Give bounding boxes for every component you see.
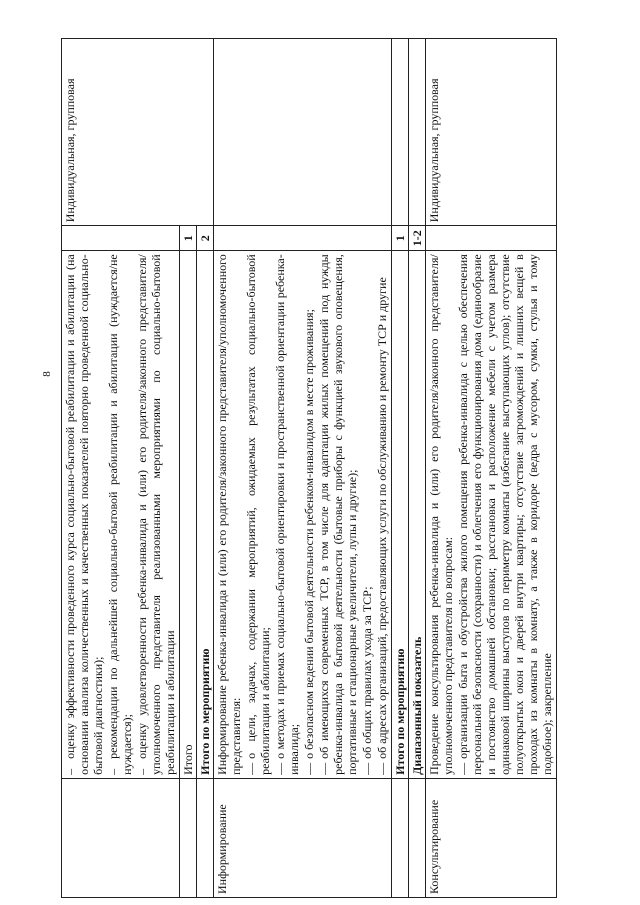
quantity-cell bbox=[62, 226, 180, 251]
intro-text: Информирование ребенка-инвалида и (или) его родителя/законного представителя/уполномоченного представителя: bbox=[215, 254, 243, 775]
page-number: 8 bbox=[40, 371, 53, 377]
activity-name-cell bbox=[62, 778, 180, 897]
activity-name-cell bbox=[197, 778, 214, 897]
list-item: —организации быта и обустройства жилого помещения ребенка-инвалида с целью обеспечения персональной безопасности (сохранности) и облегчения его функционирования дома (единообразие и постоянство домашней обстановки; расстановка и расположение мебели с учетом размера одинаковой ширины выступов по периметру комнаты (избегание выступающих углов); отсутствие полуоткрытых окон и дверей внутри квартиры; отсутствие загромождений и лишних вещей в проходах из комнаты в комнату, а также в коридоре (ведра с мусором, сумки, стулья и тому подобное); закрепление bbox=[456, 254, 554, 775]
activities-table bbox=[61, 38, 557, 898]
form-cell: Индивидуальная, групповая bbox=[426, 39, 557, 226]
total-activity-label: Итого по мероприятию bbox=[197, 251, 214, 779]
activity-name-cell: Информирование bbox=[214, 778, 392, 897]
table-row bbox=[214, 39, 392, 898]
list-item: —о безопасном ведении бытовой деятельности ребенком-инвалидом в месте проживания; bbox=[302, 309, 316, 775]
table-row bbox=[426, 39, 557, 898]
intro-text: Проведение консультирования ребенка-инвалида и (или) его родителя/законного представителя/уполномоченного представителя по вопросам: bbox=[427, 254, 455, 775]
total-activity-value: 2 bbox=[197, 226, 214, 251]
activity-name-cell bbox=[180, 778, 197, 897]
form-cell: Индивидуальная, групповая bbox=[62, 39, 214, 226]
quantity-cell bbox=[426, 226, 557, 251]
form-cell bbox=[409, 39, 426, 226]
activity-name-cell: Консультирование bbox=[426, 778, 557, 897]
table-row bbox=[392, 39, 409, 898]
total-label: Итого bbox=[180, 251, 197, 779]
range-indicator-label: Диапазонный показатель bbox=[409, 251, 426, 779]
list-item: –оценку удовлетворенности ребенка-инвалида и (или) его родителя/законного представителя/уполномоченного представителя реализованными мероприятиями по социально-бытовой реабилитации и абилитации bbox=[135, 254, 177, 775]
form-cell bbox=[214, 39, 392, 226]
total-value: 1 bbox=[180, 226, 197, 251]
content-cell bbox=[214, 251, 392, 779]
activity-name-cell bbox=[409, 778, 426, 897]
rotated-page bbox=[61, 38, 601, 898]
quantity-cell bbox=[214, 226, 392, 251]
activity-name-cell bbox=[392, 778, 409, 897]
list-item: —о цели, задачах, содержании мероприятий, ожидаемых результатах социально-бытовой реабилитации и абилитации; bbox=[244, 254, 272, 775]
list-item: –оценку эффективности проведенного курса социально-бытовой реабилитации и абилитации (на основании анализа количественных и качественных показателей повторно проведенной социально-бытовой диагностики); bbox=[63, 254, 105, 775]
content-cell bbox=[426, 251, 557, 779]
list-item: —об адресах организаций, предоставляющих услуги по обслуживанию и ремонту ТСР и другие bbox=[375, 277, 389, 775]
total-activity-value: 1 bbox=[392, 226, 409, 251]
list-item: —об имеющихся современных ТСР, в том числе для адаптации жилых помещений под нужды ребенка-инвалида в бытовой деятельности (бытовые приборы с функцией звукового оповещения, портативные и стационарные увеличители, лупы и другие); bbox=[317, 254, 359, 775]
content-cell bbox=[62, 251, 180, 779]
table-row bbox=[62, 39, 180, 898]
total-activity-label: Итого по мероприятию bbox=[392, 251, 409, 779]
list-item: —о методах и приемах социально-бытовой ориентировки и пространственной ориентации ребенка-инвалида; bbox=[273, 254, 301, 775]
list-item: —об общих правилах ухода за ТСР; bbox=[360, 586, 374, 775]
range-indicator-value: 1-2 bbox=[409, 226, 426, 251]
list-item: –рекомендации по дальнейшей социально-бытовой реабилитации и абилитации (нуждается/не нуждается); bbox=[106, 254, 134, 775]
table-row bbox=[409, 39, 426, 898]
form-cell bbox=[392, 39, 409, 226]
